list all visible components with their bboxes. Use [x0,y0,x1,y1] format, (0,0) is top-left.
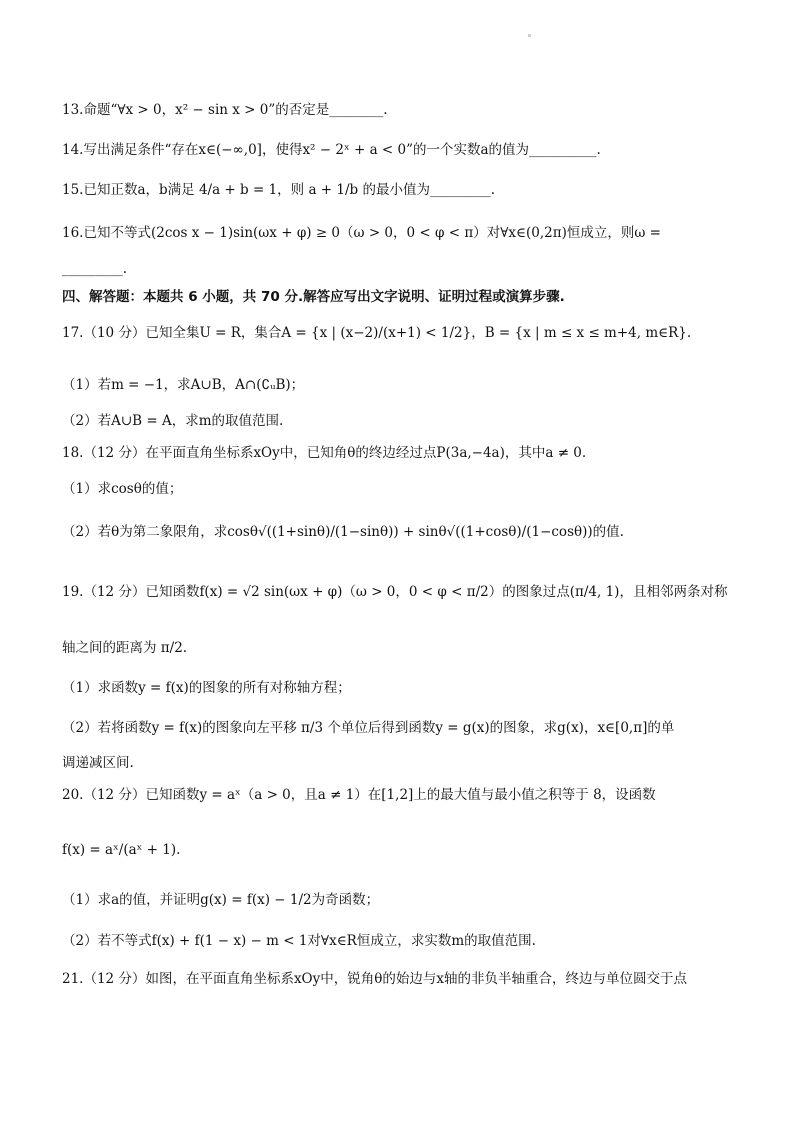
question-19-part-2-cont: 调递减区间. [62,755,134,771]
question-16-blank: _________. [62,261,128,277]
question-19: 19.（12 分）已知函数f(x) = √2 sin(ωx + φ)（ω > 0，0 < φ < π/2）的图象过点(π/4, 1)，且相邻两条对称 [62,584,728,600]
question-20-part-2: （2）若不等式f(x) + f(1 − x) − m < 1对∀x∈R恒成立，求实数m的取值范围. [62,933,536,949]
question-18-part-2: （2）若θ为第二象限角，求cosθ√((1+sinθ)/(1−sinθ)) + sinθ√((1+cosθ)/(1−cosθ))的值. [62,524,624,540]
question-18: 18.（12 分）在平面直角坐标系xOy中，已知角θ的终边经过点P(3a,−4a)，其中a ≠ 0. [62,445,587,461]
question-20: 20.（12 分）已知函数y = aˣ（a > 0，且a ≠ 1）在[1,2]上的最大值与最小值之积等于 8，设函数 [62,787,656,803]
question-16: 16.已知不等式(2cos x − 1)sin(ωx + φ) ≥ 0（ω > 0，0 < φ < π）对∀x∈(0,2π)恒成立，则ω = [62,225,661,241]
question-17-part-1: （1）若m = −1，求A∪B，A∩(∁ᵤB)； [62,377,305,393]
question-20-function: f(x) = aˣ/(aˣ + 1). [62,842,181,858]
question-15: 15.已知正数a，b满足 4/a + b = 1，则 a + 1/b 的最小值为_________. [62,182,496,198]
question-18-part-1: （1）求cosθ的值； [62,481,183,497]
question-17: 17.（10 分）已知全集U = R，集合A = {x | (x−2)/(x+1) < 1/2}，B = {x | m ≤ x ≤ m+4, m∈R}. [62,325,692,341]
section-header: 四、解答题：本题共 6 小题，共 70 分.解答应写出文字说明、证明过程或演算步骤. [62,289,565,305]
question-21: 21.（12 分）如图，在平面直角坐标系xOy中，锐角θ的始边与x轴的非负半轴重合，终边与单位圆交于点 [62,971,687,987]
question-13: 13.命题“∀x > 0，x² − sin x > 0”的否定是________. [62,102,388,118]
question-14: 14.写出满足条件“存在x∈(−∞,0]，使得x² − 2ˣ + a < 0”的一个实数a的值为__________. [62,142,601,158]
scan-dot [528,34,531,37]
question-20-part-1: （1）求a的值，并证明g(x) = f(x) − 1/2为奇函数； [62,892,380,908]
question-19-part-1: （1）求函数y = f(x)的图象的所有对称轴方程； [62,680,351,696]
question-19-part-2: （2）若将函数y = f(x)的图象向左平移 π/3 个单位后得到函数y = g(x)的图象，求g(x)，x∈[0,π]的单 [62,720,675,736]
question-19-cont: 轴之间的距离为 π/2. [62,640,188,656]
question-17-part-2: （2）若A∪B = A，求m的取值范围. [62,413,284,429]
